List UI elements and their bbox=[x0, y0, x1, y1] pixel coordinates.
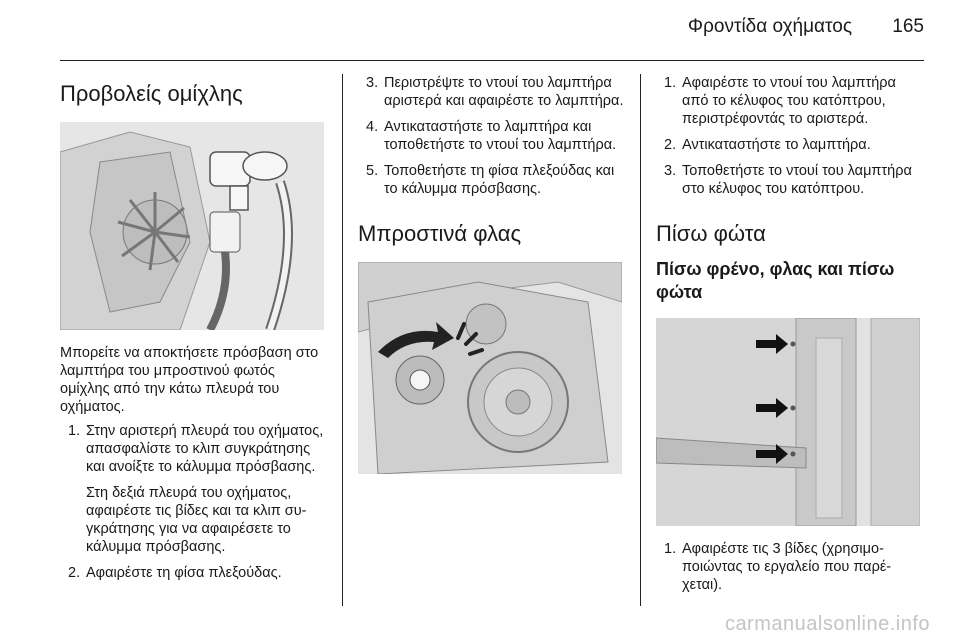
list-item bbox=[656, 74, 924, 128]
column-divider bbox=[342, 74, 343, 606]
step-number: 3. bbox=[664, 163, 677, 179]
step-number: 2. bbox=[68, 565, 81, 581]
list-item bbox=[358, 162, 624, 198]
turn-signal-housing-illustration bbox=[358, 262, 622, 474]
step-text: Περιστρέψτε το ντουί του λαμπτήρα αριστερά και αφαιρέστε το λαμπτήρα. bbox=[384, 75, 624, 109]
rear-light-figure bbox=[656, 318, 920, 526]
subsection-heading: Πίσω φρένο, φλας και πίσω φώτα bbox=[656, 259, 895, 302]
section-heading: Προβολείς ομίχλης bbox=[60, 81, 243, 106]
list-item bbox=[60, 422, 328, 556]
turn-signal-figure bbox=[358, 262, 622, 474]
step-number: 4. bbox=[366, 119, 379, 135]
column-1 bbox=[60, 74, 328, 582]
watermark: carmanualsonline.info bbox=[724, 613, 930, 635]
step-text: Τοποθετήστε τη φίσα πλεξούδας και το κάλυμμα πρόσβασης. bbox=[384, 163, 615, 197]
list-item bbox=[358, 118, 624, 154]
page-number: 165 bbox=[892, 16, 924, 37]
column-divider bbox=[640, 74, 641, 606]
intro-paragraph: Μπορείτε να αποκτήσετε πρόσβαση στο λαμπτήρα του μπροστινού φωτός ομίχλης από την κάτω πλευρά του οχήματος. bbox=[60, 345, 319, 415]
list-item bbox=[656, 540, 924, 594]
step-text: Τοποθετήστε το ντουί του λαμπτήρα στο κέλυφος του κατόπτρου. bbox=[682, 163, 912, 197]
section-heading: Μπροστινά φλας bbox=[358, 221, 522, 246]
header-divider bbox=[60, 60, 924, 61]
step-text: Αντικαταστήστε το λαμπτήρα. bbox=[682, 137, 871, 153]
step-number: 5. bbox=[366, 163, 379, 179]
column-3 bbox=[656, 74, 924, 594]
step-text: Αφαιρέστε το ντουί του λαμπτήρα από το κέλυφος του κατόπτρου, περιστρέφοντάς το αριστερά. bbox=[682, 75, 896, 127]
list-item bbox=[656, 162, 924, 198]
step-text: Αφαιρέστε τη φίσα πλεξούδας. bbox=[86, 565, 282, 581]
step-text: Αφαιρέστε τις 3 βίδες (χρησιμοποιώντας το εργαλείο που παρέχεται). bbox=[682, 541, 892, 593]
column-2 bbox=[358, 74, 624, 474]
header-title: Φροντίδα οχήματος bbox=[687, 16, 852, 37]
steps-list bbox=[358, 74, 624, 198]
step-text: Στην αριστερή πλευρά του οχήματος, απασφαλίστε το κλιπ συγκράτησης και ανοίξτε το κάλυμμα πρόσβασης. bbox=[86, 423, 324, 475]
fog-lamp-bulb-illustration bbox=[60, 122, 324, 330]
list-item bbox=[358, 74, 624, 110]
step-number: 2. bbox=[664, 137, 677, 153]
step-number: 1. bbox=[68, 423, 81, 439]
step-text: Αντικαταστήστε το λαμπτήρα και τοποθετήστε το ντουί του λαμπτήρα. bbox=[384, 119, 617, 153]
list-item bbox=[656, 136, 924, 154]
step-number: 1. bbox=[664, 541, 677, 557]
steps-list bbox=[60, 422, 328, 582]
section-heading: Πίσω φώτα bbox=[656, 221, 766, 246]
step-number: 1. bbox=[664, 75, 677, 91]
step-number: 3. bbox=[366, 75, 379, 91]
step-note: Στη δεξιά πλευρά του οχήματος, αφαιρέστε τις βίδες και τα κλιπ συγκράτησης για να αφαιρέσετε το κάλυμμα πρόσβασης. bbox=[86, 485, 307, 555]
steps-list bbox=[656, 74, 924, 198]
list-item bbox=[60, 564, 328, 582]
rear-light-screws-illustration bbox=[656, 318, 920, 526]
fog-lamp-figure bbox=[60, 122, 324, 330]
steps-list bbox=[656, 540, 924, 594]
